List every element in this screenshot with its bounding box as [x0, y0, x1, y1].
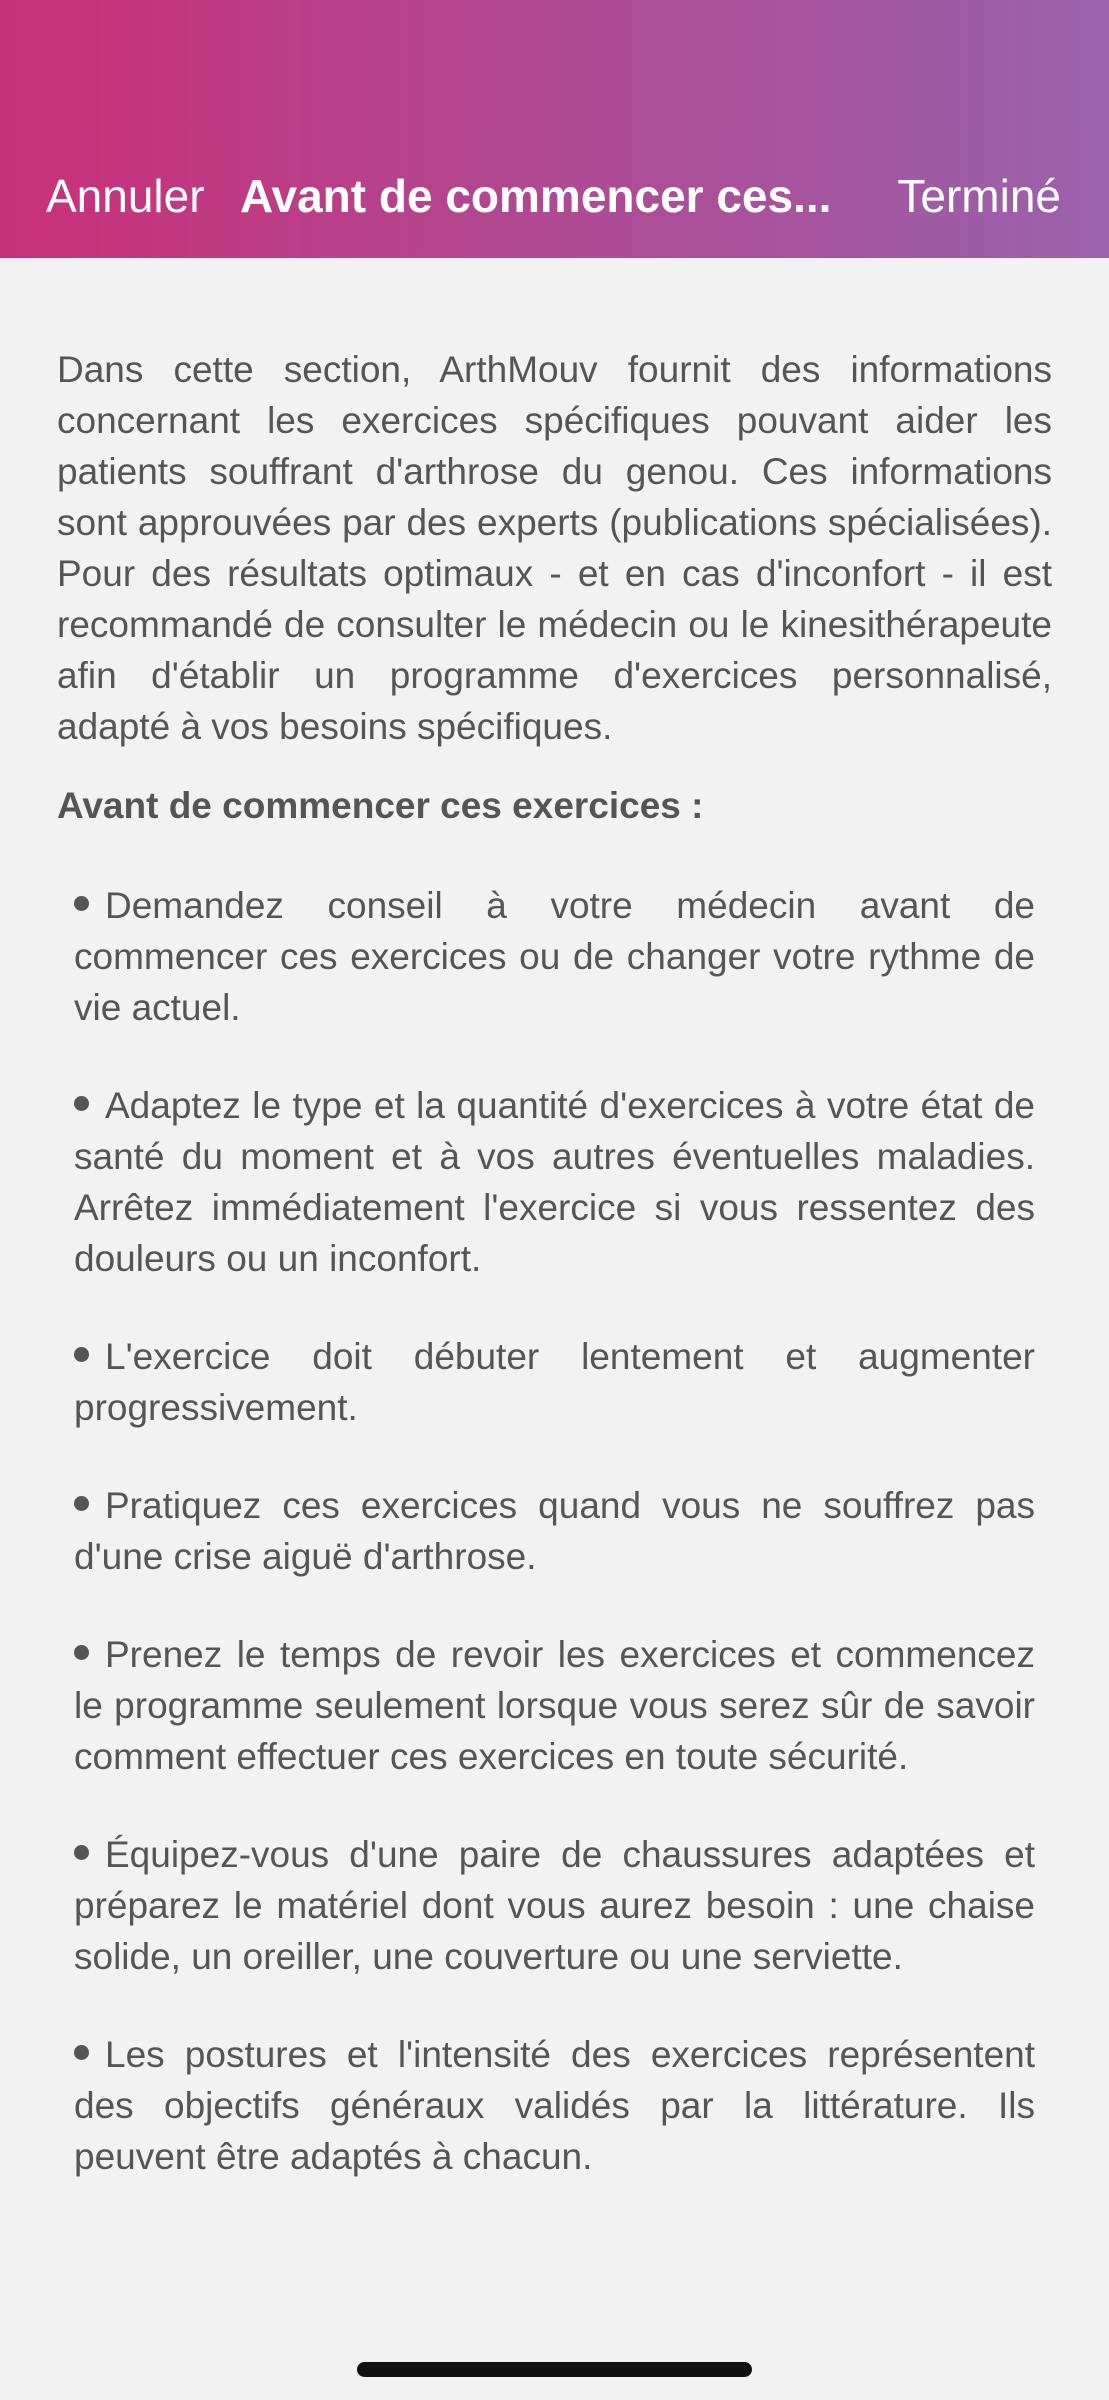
bullet-icon — [74, 1347, 89, 1362]
bullet-icon — [74, 2045, 89, 2060]
list-item — [74, 880, 1035, 1033]
list-item-text: Pratiquez ces exercices quand vous ne souffrez pas d'une crise aiguë d'arthrose. — [74, 1485, 1035, 1577]
list-item — [74, 2029, 1035, 2182]
list-item-text: L'exercice doit débuter lentement et augmenter progressivement. — [74, 1336, 1035, 1428]
list-item — [74, 1331, 1035, 1433]
list-item — [74, 1080, 1035, 1284]
content-area[interactable] — [57, 344, 1052, 2229]
list-item-text: Adaptez le type et la quantité d'exercices à votre état de santé du moment et à vos autres éventuelles maladies. Arrêtez immédiatement l'exercice si vous ressentez des douleurs ou un inconfort. — [74, 1085, 1035, 1279]
recommendations-list — [74, 880, 1035, 2182]
page-title: Avant de commencer ces... — [240, 170, 832, 222]
list-item-text: Prenez le temps de revoir les exercices et commencez le programme seulement lorsque vous serez sûr de savoir comment effectuer ces exercices en toute sécurité. — [74, 1634, 1035, 1777]
list-item — [74, 1629, 1035, 1782]
list-item-text: Demandez conseil à votre médecin avant de commencer ces exercices ou de changer votre rythme de vie actuel. — [74, 885, 1035, 1028]
intro-paragraph: Dans cette section, ArthMouv fournit des informations concernant les exercices spécifiques pouvant aider les patients souffrant d'arthrose du genou. Ces informations sont approuvées par des experts (publications spécialisées). Pour des résultats optimaux - et en cas d'inconfort - il est recommandé de consulter le médecin ou le kinesithérapeute afin d'établir un programme d'exercices personnalisé, adapté à vos besoins spécifiques. — [57, 349, 1052, 747]
navigation-bar — [0, 0, 1109, 258]
bullet-icon — [74, 1645, 89, 1660]
list-item-text: Les postures et l'intensité des exercices représentent des objectifs généraux validés par la littérature. Ils peuvent être adaptés à chacun. — [74, 2034, 1035, 2177]
done-button[interactable]: Terminé — [897, 170, 1061, 222]
cancel-button[interactable]: Annuler — [46, 170, 205, 222]
bullet-icon — [74, 1845, 89, 1860]
bullet-icon — [74, 1496, 89, 1511]
home-indicator[interactable] — [357, 2362, 752, 2377]
bullet-icon — [74, 1096, 89, 1111]
section-heading: Avant de commencer ces exercices : — [57, 785, 704, 826]
bullet-icon — [74, 896, 89, 911]
list-item — [74, 1480, 1035, 1582]
list-item-text: Équipez-vous d'une paire de chaussures adaptées et préparez le matériel dont vous aurez besoin : une chaise solide, un oreiller, une couverture ou une serviette. — [74, 1834, 1035, 1977]
list-item — [74, 1829, 1035, 1982]
